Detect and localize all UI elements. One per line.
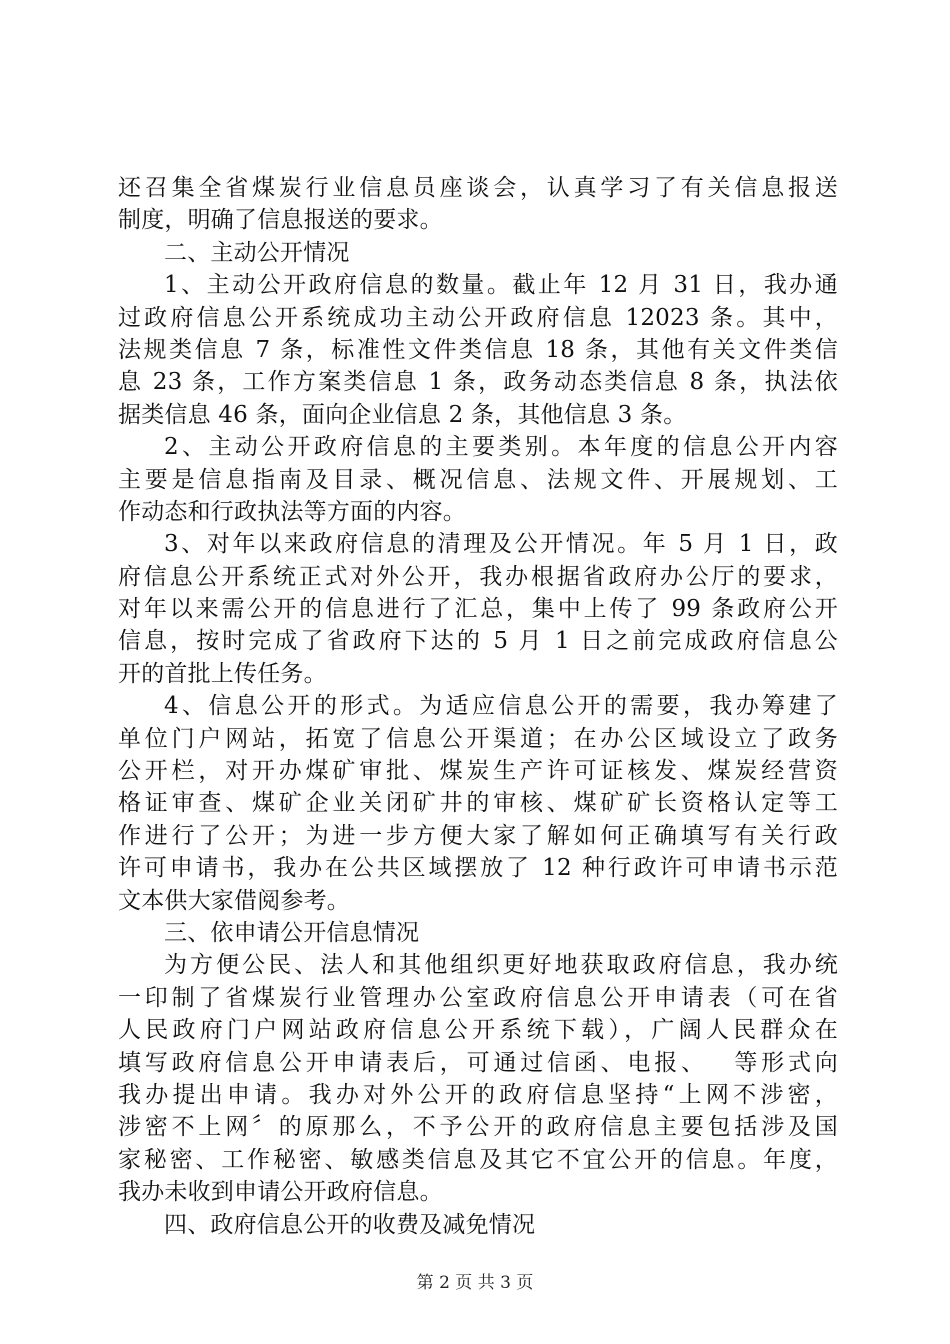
text-line: 文本供大家借阅参考。 (118, 887, 350, 914)
text-line: 作进行了公开；为进一步方便大家了解如何正确填写有关行政 (118, 822, 838, 849)
page-footer: 第 2 页 共 3 页 (416, 1273, 534, 1293)
text-line: 还召集全省煤炭行业信息员座谈会，认真学习了有关信息报送 (118, 175, 838, 201)
text-line: 四、政府信息公开的收费及减免情况 (164, 1211, 536, 1238)
paragraph-application (118, 949, 838, 1208)
text-line: 开的首批上传任务。 (118, 660, 327, 687)
text-line: 公开栏，对开办煤矿审批、煤炭生产许可证核发、煤炭经营资 (118, 758, 838, 785)
text-line: 4、信息公开的形式。为适应信息公开的需要，我办筹建了 (164, 693, 838, 720)
paragraph-item-2 (118, 431, 838, 528)
text-line: 息 23 条，工作方案类信息 1 条，政务动态类信息 8 条，执法依 (118, 369, 838, 396)
text-line: 法规类信息 7 条，标准性文件类信息 18 条，其他有关文件类信 (118, 336, 838, 363)
heading-3 (118, 917, 838, 949)
text-line: 2、主动公开政府信息的主要类别。本年度的信息公开内容 (164, 434, 838, 461)
paragraph-item-3 (118, 528, 838, 690)
text-line: 填写政府信息公开申请表后，可通过信函、电报、 等形式向 (118, 1049, 838, 1076)
text-line: 主要是信息指南及目录、概况信息、法规文件、开展规划、工 (118, 466, 838, 493)
paragraph-item-1 (118, 269, 838, 431)
text-line: 家秘密、工作秘密、敏感类信息及其它不宜公开的信息。年度， (118, 1146, 838, 1173)
text-line: 单位门户网站，拓宽了信息公开渠道；在办公区域设立了政务 (118, 725, 838, 752)
text-line: 信息，按时完成了省政府下达的 5 月 1 日之前完成政府信息公 (118, 628, 838, 655)
text-line: 3、对年以来政府信息的清理及公开情况。年 5 月 1 日，政 (164, 531, 838, 558)
text-line: 许可申请书，我办在公共区域摆放了 12 种行政许可申请书示范 (118, 855, 838, 882)
text-line: 过政府信息公开系统成功主动公开政府信息 12023 条。其中， (118, 304, 838, 331)
text-line: 对年以来需公开的信息进行了汇总，集中上传了 99 条政府公开 (118, 596, 838, 623)
text-line: 府信息公开系统正式对外公开，我办根据省政府办公厅的要求， (118, 563, 838, 590)
text-line: 据类信息 46 条，面向企业信息 2 条，其他信息 3 条。 (118, 401, 687, 428)
heading-4 (118, 1209, 838, 1241)
paragraph-item-4 (118, 690, 838, 917)
text-line: 制度，明确了信息报送的要求。 (118, 207, 443, 234)
text-line: 我办未收到申请公开政府信息。 (118, 1179, 443, 1206)
text-line: 二、主动公开情况 (164, 239, 350, 266)
text-line: 格证审查、煤矿企业关闭矿井的审核、煤矿矿长资格认定等工 (118, 790, 838, 817)
text-line: 人民政府门户网站政府信息公开系统下载），广阔人民群众在 (118, 1017, 838, 1044)
text-line: 我办提出申请。我办对外公开的政府信息坚持“上网不涉密， (118, 1081, 838, 1108)
text-line: 三、依申请公开信息情况 (164, 919, 420, 946)
document-body (118, 172, 838, 1241)
text-line: 1、主动公开政府信息的数量。截止年 12 月 31 日，我办通 (164, 272, 838, 299)
text-line: 一印制了省煤炭行业管理办公室政府信息公开申请表（可在省 (118, 984, 838, 1011)
text-line: 为方便公民、法人和其他组织更好地获取政府信息，我办统 (164, 952, 838, 979)
heading-2 (118, 237, 838, 269)
paragraph-continuation (118, 172, 838, 237)
text-line: 涉密不上网〞的原那么，不予公开的政府信息主要包括涉及国 (118, 1114, 838, 1141)
text-line: 作动态和行政执法等方面的内容。 (118, 498, 466, 525)
